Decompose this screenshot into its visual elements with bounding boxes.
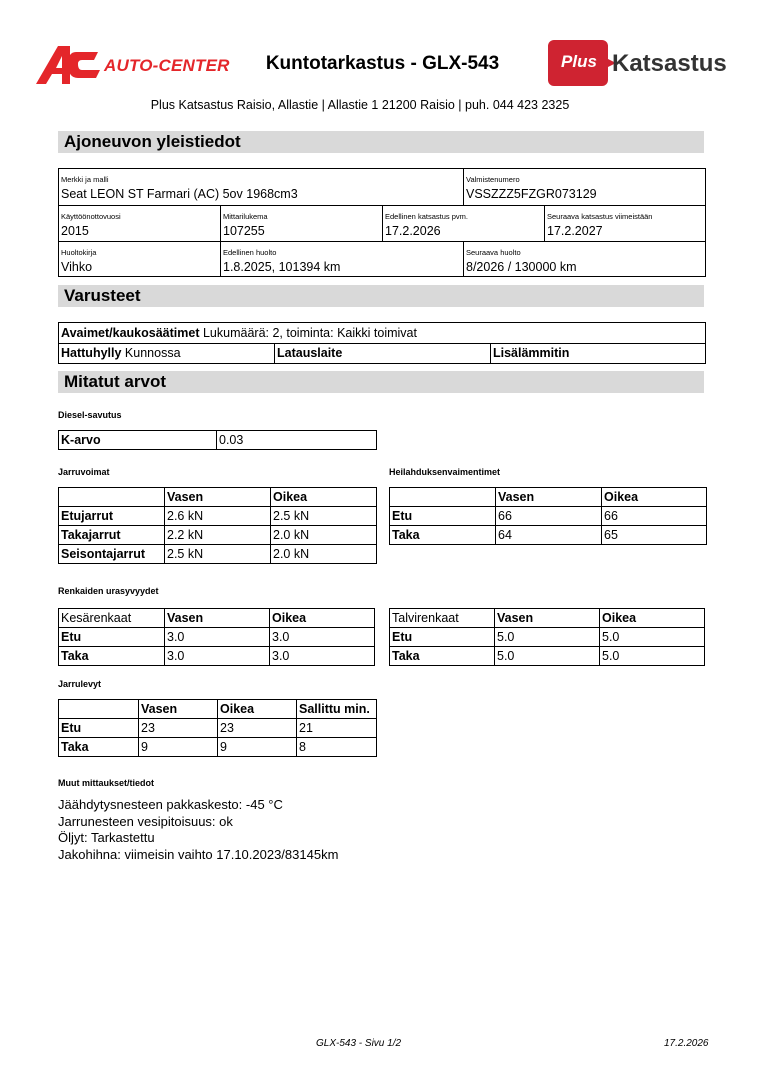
table-cell: 3.0 (270, 628, 375, 647)
summer-tires-table (58, 608, 375, 666)
other-measurements-heading: Muut mittaukset/tiedot (58, 778, 154, 788)
row-label: Etu (390, 507, 496, 526)
diesel-heading: Diesel-savutus (58, 410, 122, 420)
last-service-label: Edellinen huolto (223, 248, 277, 257)
row-label: Taka (390, 526, 496, 545)
contact-line: Plus Katsastus Raisio, Allastie | Allastie 1 21200 Raisio | puh. 044 423 2325 (150, 98, 570, 112)
row-label: Taka (59, 738, 139, 757)
table-cell: 5.0 (600, 647, 705, 666)
list-item: Jarrunesteen vesipitoisuus: ok (58, 813, 233, 829)
table-header: Kesärenkaat (59, 609, 165, 628)
table-cell: 5.0 (600, 628, 705, 647)
hat-shelf-cell (59, 343, 275, 363)
row-label: Etujarrut (59, 507, 165, 526)
charger-label: Latauslaite (277, 346, 343, 360)
table-row (59, 647, 375, 666)
next-service-value: 8/2026 / 130000 km (466, 260, 577, 274)
brake-discs-table (58, 699, 377, 757)
table-header-row (59, 488, 377, 507)
document-title: Kuntotarkastus - GLX-543 (265, 53, 500, 74)
winter-tires-table (389, 608, 705, 666)
row-label: Etu (390, 628, 495, 647)
plus-logo-badge-text: Plus (561, 52, 597, 71)
table-header: Vasen (496, 488, 602, 507)
table-cell: 3.0 (270, 647, 375, 666)
brakes-table (58, 487, 377, 564)
odometer-value: 107255 (223, 224, 265, 238)
vin-cell (464, 169, 705, 206)
row-label: Seisontajarrut (59, 545, 165, 564)
table-cell: 2.5 kN (271, 507, 377, 526)
section-measured-values: Mitatut arvot (58, 371, 704, 393)
plus-logo-name: Katsastus (612, 50, 727, 77)
table-header: Oikea (218, 700, 297, 719)
year-value: 2015 (61, 224, 89, 238)
next-inspection-value: 17.2.2027 (547, 224, 603, 238)
table-cell: 64 (496, 526, 602, 545)
row-label: Taka (59, 647, 165, 666)
table-cell: 2.6 kN (165, 507, 271, 526)
table-row (59, 738, 377, 757)
table-cell: 2.0 kN (271, 526, 377, 545)
table-header: Vasen (165, 488, 271, 507)
section-equipment: Varusteet (58, 285, 704, 307)
table-header: Sallittu min. (297, 700, 377, 719)
table-cell: 2.0 kN (271, 545, 377, 564)
keys-value: Lukumäärä: 2, toiminta: Kaikki toimivat (202, 326, 417, 340)
diesel-table (58, 430, 377, 450)
table-row (59, 628, 375, 647)
table-header: Oikea (270, 609, 375, 628)
k-value-label: K-arvo (59, 431, 217, 450)
brake-discs-heading: Jarrulevyt (58, 679, 102, 689)
next-service-cell (464, 242, 705, 276)
table-cell: 23 (218, 719, 297, 738)
k-value: 0.03 (217, 431, 377, 450)
auto-center-logo-text: AUTO-CENTER (104, 56, 230, 75)
table-cell: 66 (496, 507, 602, 526)
charger-cell (275, 343, 491, 363)
table-cell: 2.5 kN (165, 545, 271, 564)
table-cell: 21 (297, 719, 377, 738)
last-inspection-label: Edellinen katsastus pvm. (385, 212, 468, 221)
hat-shelf-value: Kunnossa (124, 346, 181, 360)
table-cell: 65 (602, 526, 707, 545)
shocks-heading: Heilahduksenvaimentimet (389, 467, 501, 477)
table-row (390, 507, 707, 526)
year-label: Käyttöönottovuosi (61, 212, 121, 221)
equipment-table (58, 322, 706, 364)
table-cell: 3.0 (165, 647, 270, 666)
list-item: Öljyt: Tarkastettu (58, 830, 155, 845)
footer-page-number: GLX-543 - Sivu 1/2 (316, 1038, 402, 1049)
table-row (59, 719, 377, 738)
table-header: Oikea (602, 488, 707, 507)
table-header: Vasen (165, 609, 270, 628)
table-cell: 5.0 (495, 628, 600, 647)
table-cell: 3.0 (165, 628, 270, 647)
section-general-info: Ajoneuvon yleistiedot (58, 131, 704, 153)
table-cell: 2.2 kN (165, 526, 271, 545)
last-service-cell (221, 242, 464, 276)
service-book-label: Huoltokirja (61, 248, 97, 257)
table-header-row (390, 488, 707, 507)
table-header: Oikea (271, 488, 377, 507)
table-cell: 23 (139, 719, 218, 738)
vin-label: Valmistenumero (466, 175, 520, 184)
table-row (390, 526, 707, 545)
table-cell: 8 (297, 738, 377, 757)
table-header (59, 488, 165, 507)
table-cell: 9 (218, 738, 297, 757)
next-inspection-label: Seuraava katsastus viimeistään (547, 212, 653, 221)
table-header-row (59, 700, 377, 719)
row-label: Taka (390, 647, 495, 666)
make-cell (59, 169, 464, 206)
table-row (390, 647, 705, 666)
last-inspection-value: 17.2.2026 (385, 224, 441, 238)
table-header (390, 488, 496, 507)
keys-label: Avaimet/kaukosäätimet (61, 326, 200, 340)
table-header: Talvirenkaat (390, 609, 495, 628)
odometer-cell (221, 206, 383, 242)
table-header-row (59, 609, 375, 628)
tires-heading: Renkaiden urasyvyydet (58, 586, 159, 596)
table-cell: 9 (139, 738, 218, 757)
table-row (390, 628, 705, 647)
next-inspection-cell (545, 206, 705, 242)
table-row (59, 545, 377, 564)
vin-value: VSSZZZ5FZGR073129 (466, 187, 597, 201)
table-row (59, 431, 377, 450)
table-cell: 5.0 (495, 647, 600, 666)
make-label: Merkki ja malli (61, 175, 109, 184)
table-cell: 66 (602, 507, 707, 526)
last-inspection-cell (383, 206, 545, 242)
brakes-heading: Jarruvoimat (58, 467, 110, 477)
row-label: Etu (59, 719, 139, 738)
service-book-value: Vihko (61, 260, 93, 274)
list-item: Jakohihna: viimeisin vaihto 17.10.2023/83145km (58, 846, 339, 862)
odometer-label: Mittarilukema (223, 212, 268, 221)
keys-row (59, 323, 705, 344)
table-header: Oikea (600, 609, 705, 628)
table-header: Vasen (495, 609, 600, 628)
row-label: Takajarrut (59, 526, 165, 545)
list-item: Jäähdytysnesteen pakkaskesto: -45 °C (58, 797, 283, 812)
shocks-table (389, 487, 707, 545)
heater-cell (491, 343, 705, 363)
table-row (59, 507, 377, 526)
row-label: Etu (59, 628, 165, 647)
table-row (59, 526, 377, 545)
table-header (59, 700, 139, 719)
equipment-row-2 (59, 343, 705, 363)
general-info-box (58, 168, 706, 277)
footer-date: 17.2.2026 (664, 1038, 709, 1049)
table-header-row (390, 609, 705, 628)
table-header: Vasen (139, 700, 218, 719)
service-book-cell (59, 242, 221, 276)
last-service-value: 1.8.2025, 101394 km (223, 260, 341, 274)
other-measurements-list (58, 797, 338, 863)
hat-shelf-label: Hattuhylly (61, 346, 122, 360)
year-cell (59, 206, 221, 242)
heater-label: Lisälämmitin (493, 346, 570, 360)
next-service-label: Seuraava huolto (466, 248, 521, 257)
make-value: Seat LEON ST Farmari (AC) 5ov 1968cm3 (61, 187, 298, 201)
